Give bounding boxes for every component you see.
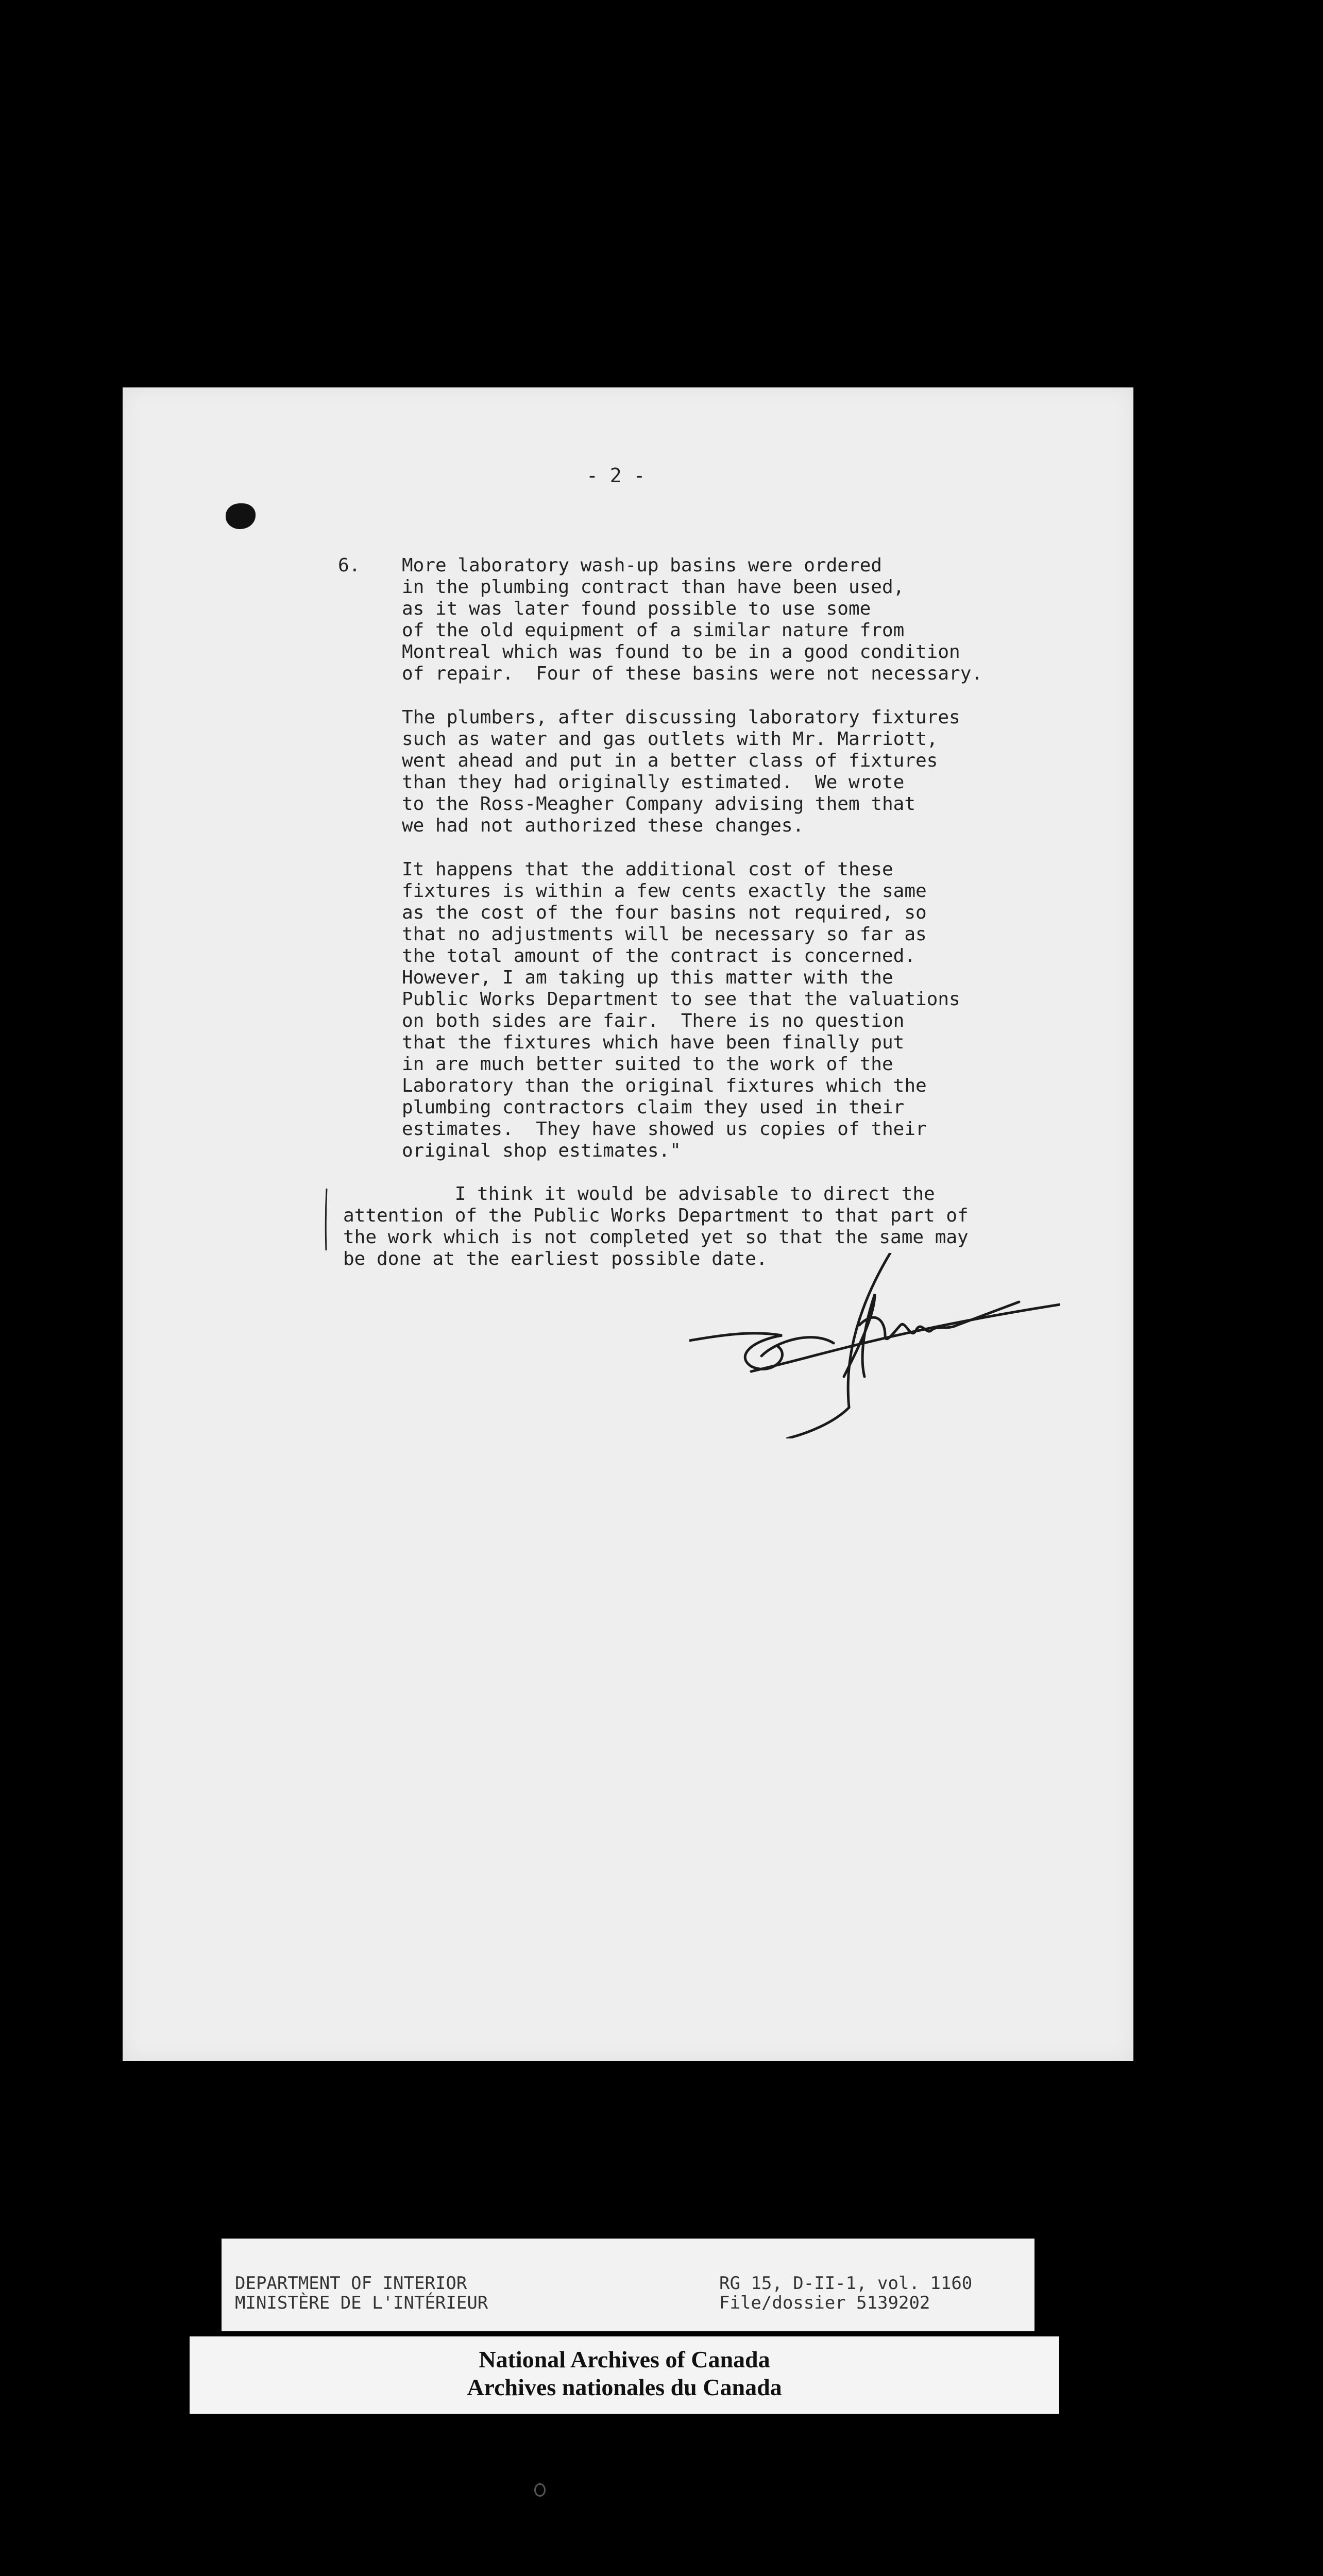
file-reference: RG 15, D-II-1, vol. 1160 File/dossier 5139202: [719, 2273, 973, 2313]
margin-bracket-mark: [325, 1189, 328, 1250]
item-number: 6.: [338, 555, 361, 576]
paragraph-3: It happens that the additional cost of these fixtures is within a few cents exactly the same as the cost of the four basins not required, so that no adjustments will be necessary so far as the total amount of the contract is concerned. However, I am taking up this matter with the Public Works Department to see that the valuations on both sides are fair. There is no question that the fixtures which have been finally put in are much better suited to the work of the Laboratory than the original fixtures which the plumbing contractors claim they used in their estimates. They have showed us copies of their original shop estimates.": [402, 859, 960, 1161]
document-page: [123, 387, 1133, 2061]
archives-name-en: National Archives of Canada: [479, 2346, 770, 2372]
small-ring-mark: [534, 2483, 546, 2497]
archives-name-fr: Archives nationales du Canada: [467, 2374, 782, 2400]
punch-hole: [226, 503, 256, 529]
archive-reference-label: [222, 2239, 1034, 2331]
page-number: - 2 -: [586, 464, 646, 487]
closing-paragraph: I think it would be advisable to direct the attention of the Public Works Department to that part of the work which is not completed yet so that the same may be done at the earliest possible date.: [343, 1183, 969, 1269]
handwritten-signature: [689, 1253, 1060, 1438]
paragraph-2: The plumbers, after discussing laboratory fixtures such as water and gas outlets with Mr. Marriott, went ahead and put in a better class of fixtures than they had originally estimated. We wrote to the Ross-Meagher Company advising them that we had not authorized these changes.: [402, 707, 960, 836]
archives-stamp-label: [190, 2336, 1059, 2414]
department-name: DEPARTMENT OF INTERIOR MINISTÈRE DE L'INTÉRIEUR: [235, 2273, 488, 2313]
paragraph-1: More laboratory wash-up basins were ordered in the plumbing contract than have been used, as it was later found possible to use some of the old equipment of a similar nature from Montreal which was found to be in a good condition of repair. Four of these basins were not necessary.: [402, 555, 983, 684]
